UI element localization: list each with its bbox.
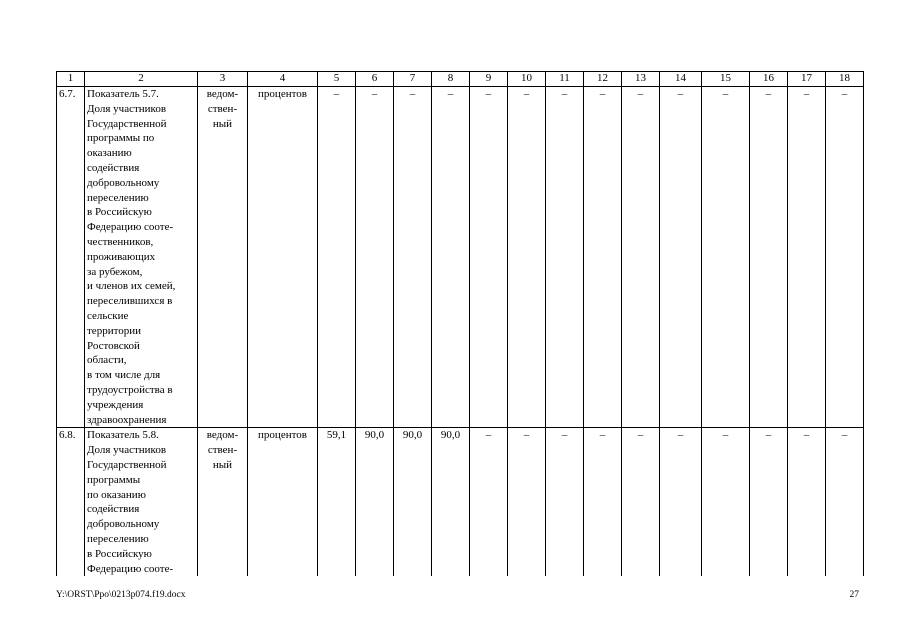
value-cell: –: [508, 428, 546, 576]
value-cell: –: [702, 87, 750, 428]
column-header: 8: [432, 72, 470, 87]
value-cell: –: [318, 87, 356, 428]
column-header: 6: [356, 72, 394, 87]
value-cell: –: [546, 428, 584, 576]
value-cell: –: [546, 87, 584, 428]
column-header: 18: [826, 72, 864, 87]
value-cell: –: [394, 87, 432, 428]
row-number: 6.7.: [57, 87, 85, 428]
column-header: 2: [85, 72, 198, 87]
value-cell: –: [702, 428, 750, 576]
column-header: 16: [750, 72, 788, 87]
value-cell: –: [584, 87, 622, 428]
column-header: 13: [622, 72, 660, 87]
row-number: 6.8.: [57, 428, 85, 576]
value-cell: 90,0: [432, 428, 470, 576]
indicator-cell: [85, 428, 198, 576]
indicator-type: ведом- ствен- ный: [206, 429, 239, 471]
column-header: 10: [508, 72, 546, 87]
value-cell: –: [788, 428, 826, 576]
indicator-text: Показатель 5.8. Доля участников Государственной программы по оказанию содействия добровольному переселению в Российскую Федерацию сооте-: [87, 429, 174, 575]
value-cell: –: [470, 428, 508, 576]
indicator-cell: [85, 87, 198, 428]
column-header: 1: [57, 72, 85, 87]
value-cell: –: [750, 428, 788, 576]
value-cell: –: [788, 87, 826, 428]
column-header: 5: [318, 72, 356, 87]
value-cell: –: [826, 87, 864, 428]
value-cell: –: [622, 428, 660, 576]
type-cell: [198, 87, 248, 428]
value-cell: –: [826, 428, 864, 576]
column-header: 7: [394, 72, 432, 87]
value-cell: 59,1: [318, 428, 356, 576]
footer-file-path: Y:\ORST\Ppo\0213p074.f19.docx: [56, 590, 186, 600]
column-header: 4: [248, 72, 318, 87]
value-cell: –: [470, 87, 508, 428]
value-cell: –: [622, 87, 660, 428]
column-header: 3: [198, 72, 248, 87]
column-header: 17: [788, 72, 826, 87]
table-header-row: [57, 72, 864, 87]
indicator-type: ведом- ствен- ный: [206, 88, 239, 130]
column-header: 9: [470, 72, 508, 87]
unit-cell: процентов: [248, 428, 318, 576]
table-row: [57, 87, 864, 428]
value-cell: –: [508, 87, 546, 428]
type-cell: [198, 428, 248, 576]
indicator-text: Показатель 5.7. Доля участников Государственной программы по оказанию содействия добровольному переселению в Российскую Федерацию сооте- чественников, проживающих за рубежом, и членов их семей, переселившихся в сельские территории Ростовской области, в том числе для трудоустройства в учреждения здравоохранения: [87, 88, 176, 426]
value-cell: –: [432, 87, 470, 428]
unit-cell: процентов: [248, 87, 318, 428]
column-header: 15: [702, 72, 750, 87]
column-header: 11: [546, 72, 584, 87]
value-cell: 90,0: [394, 428, 432, 576]
value-cell: –: [660, 87, 702, 428]
value-cell: 90,0: [356, 428, 394, 576]
table-row: [57, 428, 864, 576]
value-cell: –: [660, 428, 702, 576]
value-cell: –: [356, 87, 394, 428]
data-table: [56, 71, 864, 576]
value-cell: –: [584, 428, 622, 576]
page-number: 27: [849, 590, 859, 600]
value-cell: –: [750, 87, 788, 428]
column-header: 14: [660, 72, 702, 87]
column-header: 12: [584, 72, 622, 87]
